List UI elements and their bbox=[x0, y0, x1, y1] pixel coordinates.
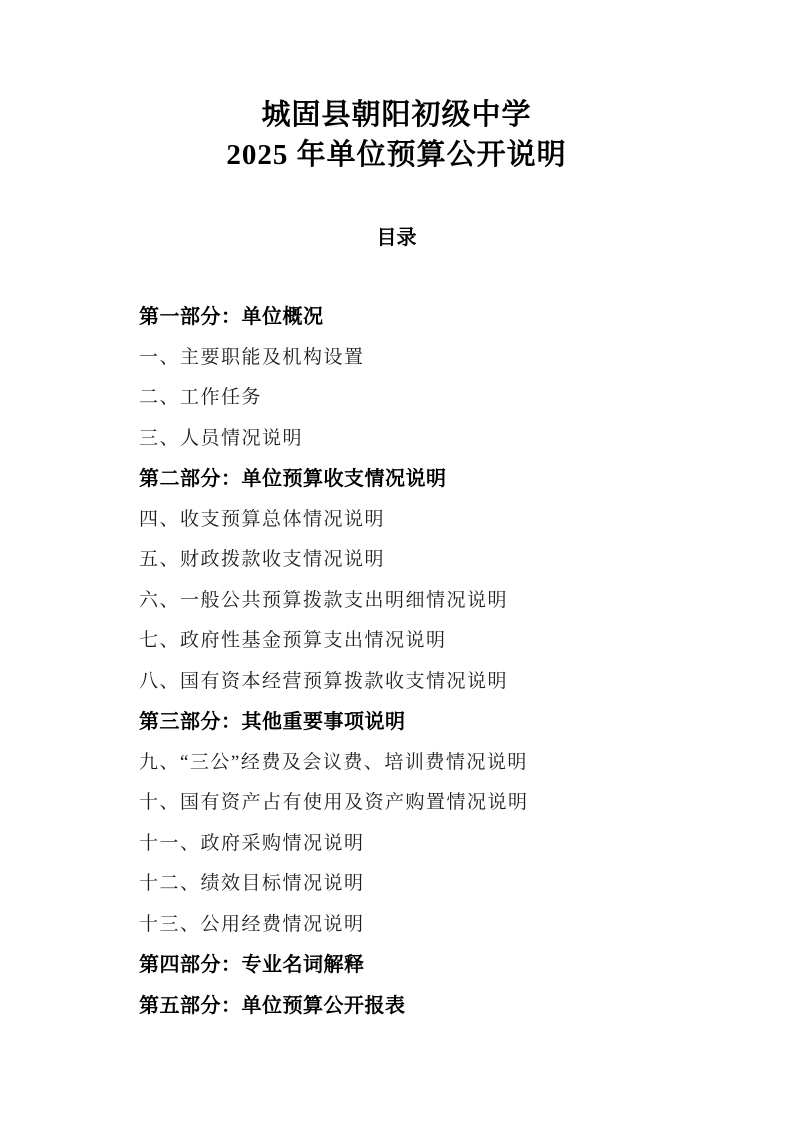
table-of-contents bbox=[139, 297, 733, 1026]
toc-heading: 目录 bbox=[376, 227, 417, 249]
toc-item-7: 七、政府性基金预算支出情况说明 bbox=[139, 630, 447, 651]
toc-item-9: 九、“三公”经费及会议费、培训费情况说明 bbox=[139, 751, 528, 773]
toc-item-11: 十一、政府采购情况说明 bbox=[139, 832, 365, 854]
toc-section-part2: 第二部分：单位预算收支情况说明 bbox=[139, 468, 447, 490]
toc-section-part1: 第一部分：单位概况 bbox=[139, 306, 324, 328]
toc-section-part3: 第三部分：其他重要事项说明 bbox=[139, 711, 406, 733]
document-title bbox=[0, 95, 793, 175]
toc-item-12: 十二、绩效目标情况说明 bbox=[139, 873, 365, 894]
toc-item-6: 六、一般公共预算拨款支出明细情况说明 bbox=[139, 589, 509, 611]
toc-item-3: 三、人员情况说明 bbox=[139, 427, 304, 449]
toc-item-8: 八、国有资本经营预算拨款收支情况说明 bbox=[139, 670, 509, 692]
toc-item-1: 一、主要职能及机构设置 bbox=[139, 346, 365, 368]
toc-item-10: 十、国有资产占有使用及资产购置情况说明 bbox=[139, 792, 529, 813]
toc-item-4: 四、收支预算总体情况说明 bbox=[139, 508, 386, 530]
toc-section-part4: 第四部分：专业名词解释 bbox=[139, 954, 365, 976]
toc-section-part5: 第五部分：单位预算公开报表 bbox=[139, 994, 406, 1017]
toc-item-5: 五、财政拨款收支情况说明 bbox=[139, 549, 386, 570]
document-title-line-2: 2025 年单位预算公开说明 bbox=[226, 139, 567, 171]
document-title-line-1: 城固县朝阳初级中学 bbox=[261, 99, 532, 131]
toc-item-2: 二、工作任务 bbox=[139, 387, 263, 408]
toc-item-13: 十三、公用经费情况说明 bbox=[139, 913, 365, 935]
